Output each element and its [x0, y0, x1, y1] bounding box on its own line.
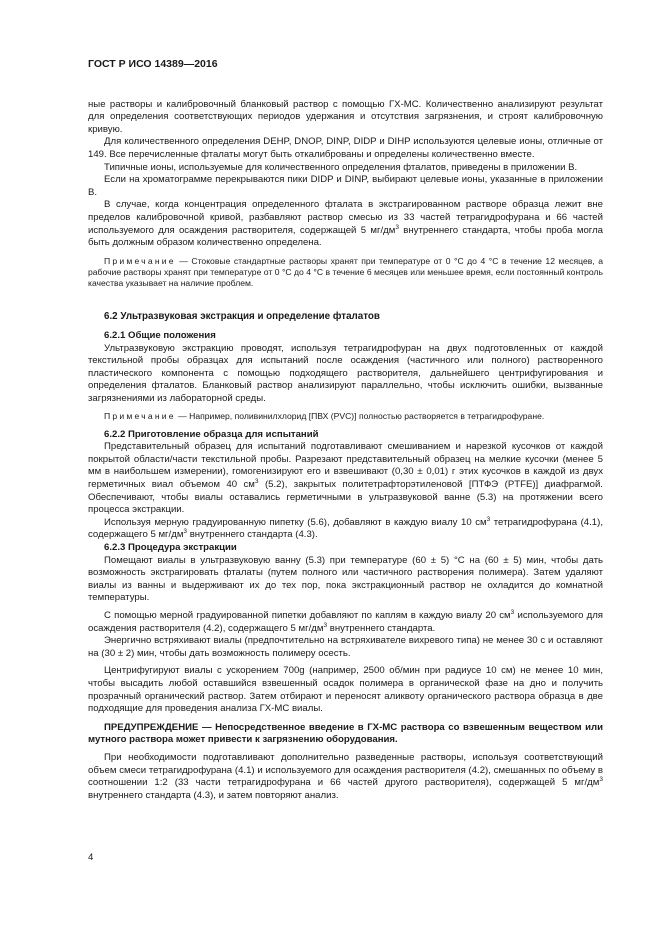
paragraph: Если на хроматограмме перекрываются пики DIDP и DINP, выбирают целевые ионы, указанные в приложении B. [88, 174, 603, 198]
paragraph: Для количественного определения DEHP, DNOP, DINP, DIDP и DIHP используются целевые ионы, отличные от 149. Все перечисленные фталаты могут быть откалиброваны и определены количественно вместе. [88, 136, 603, 160]
superscript: 3 [254, 477, 259, 485]
subsection-heading-6-2-3: 6.2.3 Процедура экстракции [104, 542, 237, 554]
paragraph: Ультразвуковую экстракцию проводят, используя тетрагидрофуран на двух подготовленных от каждой текстильной пробы образцах для испытаний после осаждения (частичного или полного) растворенного пластического компонента с помощью подходящего растворителя, дальнейшего центрифугирования и определения фталатов. Бланковый раствор анализируют параллельно, чтобы исключить ошибки, вызванные загрязнениями из лабораторной среды. [88, 342, 603, 404]
paragraph: Используя мерную градуированную пипетку (5.6), добавляют в каждую виалу 10 $см^3$ тетрагидрофурана (4.1), содержащего 5 $мг/дм^3$ внутреннего стандарта (4.3). [88, 515, 603, 541]
section-heading-6-2: 6.2 Ультразвуковая экстракция и определение фталатов [104, 311, 380, 323]
superscript: 3 [323, 621, 328, 629]
note-label: Примечание [104, 411, 176, 422]
superscript: 3 [599, 775, 603, 783]
warning-paragraph: ПРЕДУПРЕЖДЕНИЕ — Непосредственное введение в ГХ-МС раствора со взвешенным веществом или мутного раствора может привести к загрязнению оборудования. [88, 721, 603, 746]
paragraph: ные растворы и калибровочный бланковый раствор с помощью ГХ-МС. Количественно анализируют результат для определения соответствующих периодов удержания и отсутствия загрязнения, и строят калибровочную кривую. [88, 98, 603, 135]
superscript: 3 [510, 608, 515, 616]
subsection-heading-6-2-2: 6.2.2 Приготовление образца для испытаний [104, 428, 319, 440]
subsection-heading-6-2-1: 6.2.1 Общие положения [104, 329, 216, 341]
superscript: 3 [486, 515, 491, 523]
paragraph: Центрифугируют виалы с ускорением 700g (например, 2500 об/мин при радиусе 10 см) не менее 10 мин, чтобы высадить любой оставшийся взвешенный осадок полимера в органической фазе на дно и получить прозрачный органический раствор. Затем отбирают и переносят аликвоту органического раствора образца в две подходящие для проведения анализа ГХ-МС виалы. [88, 665, 603, 715]
note: Примечание — Например, поливинилхлорид [ПВХ (PVC)] полностью растворяется в тетрагидрофуране. [104, 411, 545, 422]
note: Примечание — Стоковые стандартные растворы хранят при температуре от 0 °С до 4 °С в течение 12 месяцев, а рабочие растворы хранят при температуре от 0 °С до 4 °С в течение 6 месяцев или меньшее время, если постоянный контроль качества указывает на наличие проблем. [88, 255, 603, 289]
page-number: 4 [88, 852, 94, 863]
paragraph: В случае, когда концентрация определенного фталата в экстрагированном растворе образца лежит вне пределов калибровочной кривой, разбавляют раствор смесью из 33 частей тетрагидрофурана и 66 частей используемого для осаждения растворителя, содержащей 5 $мг/дм^3$ внутреннего стандарта, чтобы проба могла быть должным образом количественно определена. [88, 199, 604, 249]
paragraph: С помощью мерной градуированной пипетки добавляют по каплям в каждую виалу 20 $см^3$ используемого для осаждения растворителя (4.2), содержащего 5 $мг/дм^3$ внутреннего стандарта. [88, 608, 604, 634]
paragraph: При необходимости подготавливают дополнительно разведенные растворы, используя соответствующий объем смеси тетрагидрофурана (4.1) и используемого для осаждения растворителя (4.2), смешанных по объему в соотношении 1:2 (33 части тетрагидрофурана и 66 частей другого растворителя), содержащей 5 $мг/дм^3$ внутреннего стандарта (4.3), и затем повторяют анализ. [88, 751, 603, 801]
paragraph: Энергично встряхивают виалы (предпочтительно на встряхивателе вихревого типа) не менее 30 с и оставляют на (30 ± 2) мин, чтобы дать возможность полимеру осесть. [88, 635, 603, 659]
superscript: 3 [395, 223, 399, 231]
document-header: ГОСТ Р ИСО 14389—2016 [88, 58, 218, 70]
paragraph: Помещают виалы в ультразвуковую ванну (5.3) при температуре (60 ± 5) °С на (60 ± 5) мин, чтобы дать возможность экстрагировать фталаты (путем полного или частичного растворения полимера). Затем удаляют виалы из ванны и выдерживают их до тех пор, пока экстракционный раствор не охладится до комнатной температуры. [88, 554, 603, 604]
note-label: Примечание [104, 255, 176, 266]
paragraph: Представительный образец для испытаний подготавливают смешиванием и нарезкой кусочков от каждой покрытой области/части текстильной пробы. Разрезают представительный образец на мелкие кусочки (менее 5 мм в наибольшем измерении), гомогенизируют его и взвешивают (0,30 ± 0,01) г этих кусочков в каждой из двух герметичных виал объемом 40 $см^3$ (5.2), закрытых политетрафторэтиленовой [ПТФЭ (PTFE)] диафрагмой. Обеспечивают, чтобы виалы оставались герметичными в ультразвуковой ванне (5.3) на протяжении всего процесса экстракции. [88, 441, 603, 516]
superscript: 3 [183, 528, 188, 536]
paragraph: Типичные ионы, используемые для количественного определения фталатов, приведены в приложении B. [104, 161, 578, 173]
